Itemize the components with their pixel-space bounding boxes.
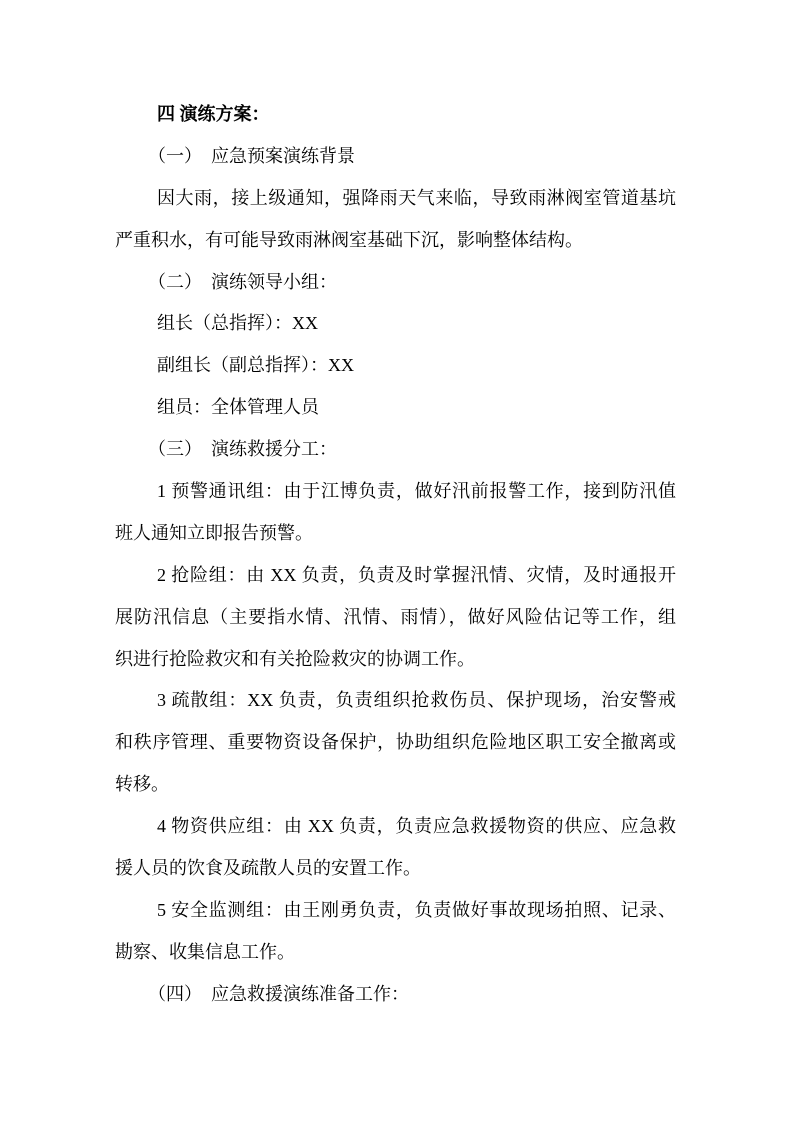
paragraph-background-1: 因大雨，接上级通知，强降雨天气来临，导致雨淋阀室管道基坑 bbox=[157, 187, 676, 208]
group-5-monitor-line-1: 5 安全监测组：由王刚勇负责，负责做好事故现场拍照、记录、 bbox=[157, 899, 676, 920]
group-1-warning-line-2: 班人通知立即报告预警。 bbox=[115, 522, 313, 543]
group-2-rescue-line-2: 展防汛信息（主要指水情、汛情、雨情），做好风险估记等工作，组 bbox=[115, 606, 676, 627]
group-4-supply-line-1: 4 物资供应组：由 XX 负责，负责应急救援物资的供应、应急救 bbox=[157, 816, 676, 837]
group-4-supply-line-2: 援人员的饮食及疏散人员的安置工作。 bbox=[115, 858, 421, 879]
group-3-evacuation-line-1: 3 疏散组：XX 负责，负责组织抢救伤员、保护现场，治安警戒 bbox=[157, 690, 676, 711]
leader-line: 组长（总指挥）：XX bbox=[157, 313, 318, 334]
members-line: 组员：全体管理人员 bbox=[157, 397, 319, 418]
section-heading-3: （三） 演练救援分工： bbox=[148, 439, 337, 460]
group-3-evacuation-line-2: 和秩序管理、重要物资设备保护，协助组织危险地区职工安全撤离或 bbox=[115, 732, 676, 753]
section-heading-4: （四） 应急救援演练准备工作： bbox=[148, 983, 409, 1004]
group-5-monitor-line-2: 勘察、收集信息工作。 bbox=[115, 941, 295, 962]
deputy-leader-line: 副组长（副总指挥）：XX bbox=[157, 355, 354, 376]
paragraph-background-2: 严重积水，有可能导致雨淋阀室基础下沉，影响整体结构。 bbox=[115, 229, 583, 250]
group-3-evacuation-line-3: 转移。 bbox=[115, 774, 169, 795]
section-heading-2: （二） 演练领导小组： bbox=[148, 271, 337, 292]
section-heading-1: （一） 应急预案演练背景 bbox=[148, 145, 355, 166]
doc-title: 四 演练方案： bbox=[157, 104, 270, 124]
group-2-rescue-line-1: 2 抢险组：由 XX 负责，负责及时掌握汛情、灾情，及时通报开 bbox=[157, 564, 676, 585]
document-content bbox=[115, 94, 676, 1016]
group-1-warning-line-1: 1 预警通讯组：由于江博负责，做好汛前报警工作，接到防汛值 bbox=[157, 481, 676, 502]
group-2-rescue-line-3: 织进行抢险救灾和有关抢险救灾的协调工作。 bbox=[115, 648, 475, 669]
